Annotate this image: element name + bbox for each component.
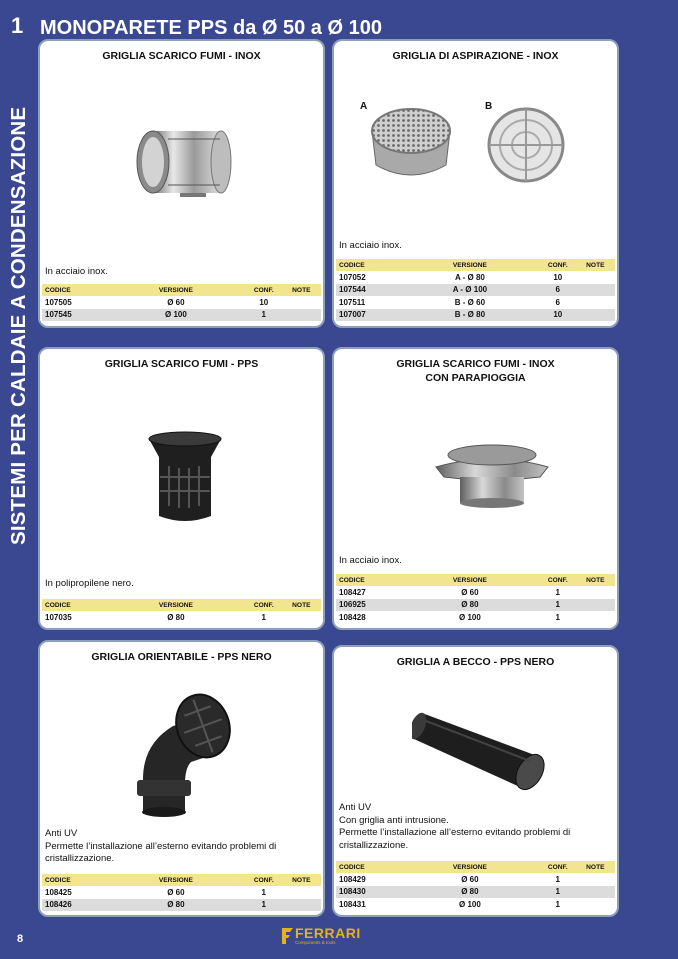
product-table <box>42 599 321 624</box>
table-row: 108426 Ø 80 1 <box>42 899 321 912</box>
product-description: In acciaio inox. <box>45 266 108 277</box>
table-header: CODICE VERSIONE CONF. NOTE <box>336 861 615 873</box>
table-row: 107035 Ø 80 1 <box>45 612 266 622</box>
product-description: In polipropilene nero. <box>45 578 134 589</box>
elbow-grille-image <box>125 684 235 819</box>
variant-label-a: A <box>360 101 368 112</box>
table-header: CODICE VERSIONE CONF. NOTE <box>336 259 615 271</box>
table-row: 107511 B - Ø 60 6 <box>339 297 560 307</box>
table-header: CODICE VERSIONE CONF. NOTE <box>42 874 321 886</box>
table-row: 108428 Ø 100 1 <box>339 612 560 622</box>
side-title: SISTEMI PER CALDAIE A CONDENSAZIONE <box>7 106 30 545</box>
product-title: GRIGLIA SCARICO FUMI - INOX CON PARAPIOGGIA <box>396 358 555 384</box>
variant-label-b: B <box>485 101 493 112</box>
product-table <box>42 874 321 911</box>
product-card-griglia-orientabile <box>38 640 325 917</box>
black-pps-grille-image <box>145 431 225 526</box>
product-card-griglia-becco <box>332 645 619 917</box>
table-header: CODICE VERSIONE CONF. NOTE <box>42 284 321 296</box>
product-card-griglia-scarico-inox <box>38 39 325 328</box>
table-header: CODICE VERSIONE CONF. NOTE <box>42 599 321 611</box>
product-table <box>42 284 321 321</box>
rain-cap-grille-image <box>432 439 552 509</box>
page-title: MONOPARETE PPS da Ø 50 a Ø 100 <box>40 17 382 39</box>
table-row: 108431 Ø 100 1 <box>339 899 560 909</box>
radial-grille-b-image <box>486 103 566 185</box>
table-row: 107505 Ø 60 10 <box>45 297 269 307</box>
table-row: 108427 Ø 60 1 <box>339 587 560 597</box>
table-row: 107545 Ø 100 1 <box>42 309 321 322</box>
table-row: 106925 Ø 80 1 <box>336 599 615 612</box>
beak-grille-image <box>412 695 557 795</box>
table-row: 108425 Ø 60 1 <box>45 887 266 897</box>
product-description: Anti UV Con griglia anti intrusione. Permette l’installazione all’esterno evitando problemi di cristallizzazione. <box>339 802 571 851</box>
product-table <box>336 574 615 624</box>
table-row: 108429 Ø 60 1 <box>339 874 560 884</box>
product-card-griglia-parapioggia <box>332 347 619 630</box>
logo-mark-icon <box>281 927 294 945</box>
table-row: 108430 Ø 80 1 <box>336 886 615 899</box>
steel-grille-image <box>128 121 238 211</box>
product-title: GRIGLIA SCARICO FUMI - PPS <box>104 358 259 370</box>
table-row: 107007 B - Ø 80 10 <box>336 309 615 322</box>
product-title: GRIGLIA ORIENTABILE - PPS NERO <box>91 651 272 663</box>
product-title: GRIGLIA A BECCO - PPS NERO <box>396 656 555 668</box>
page-number: 8 <box>17 933 24 945</box>
product-table <box>336 861 615 911</box>
product-description: Anti UV Permette l’installazione all’esterno evitando problemi di cristallizzazione. <box>45 828 277 864</box>
product-table <box>336 259 615 321</box>
product-description: In acciaio inox. <box>339 555 402 566</box>
ferrari-logo: FERRARI Components & tools <box>281 925 373 947</box>
product-card-griglia-aspirazione <box>332 39 619 328</box>
section-number: 1 <box>11 13 24 38</box>
product-card-griglia-scarico-pps <box>38 347 325 630</box>
product-description: In acciaio inox. <box>339 240 402 251</box>
product-title: GRIGLIA SCARICO FUMI - INOX <box>102 50 261 62</box>
table-row: 107544 A - Ø 100 6 <box>336 284 615 297</box>
table-header: CODICE VERSIONE CONF. NOTE <box>336 574 615 586</box>
product-title: GRIGLIA DI ASPIRAZIONE - INOX <box>392 50 559 62</box>
table-row: 107052 A - Ø 80 10 <box>339 272 563 282</box>
mesh-grille-a-image <box>366 103 456 188</box>
